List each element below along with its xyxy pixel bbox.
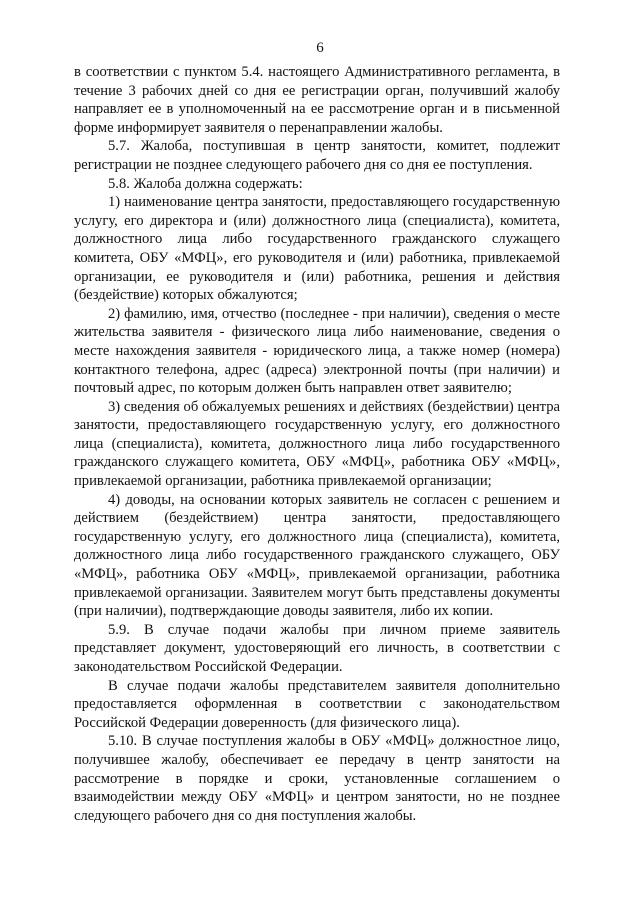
paragraph-5-7: 5.7. Жалоба, поступившая в центр занятости, комитет, подлежит регистрации не позднее следующего рабочего дня со дня ее поступления.: [74, 138, 560, 173]
paragraph-5-8-item-3: 3) сведения об обжалуемых решениях и действиях (бездействии) центра занятости, предоставляющего государственную услугу, его должностного лица (специалиста), комитета, должностного лица либо государственного гражданского служащего комитета, ОБУ «МФЦ», работника ОБУ «МФЦ», привлекаемой организации, работника привлекаемой организации;: [74, 398, 560, 490]
paragraph-continuation: в соответствии с пунктом 5.4. настоящего Административного регламента, в течение 3 рабочих дней со дня ее регистрации орган, получивший жалобу направляет ее в уполномоченный на ее рассмотрение орган и в письменной форме информирует заявителя о перенаправлении жалобы.: [74, 64, 560, 136]
paragraph-5-8-heading: 5.8. Жалоба должна содержать:: [108, 175, 303, 192]
paragraph-5-9-representative: В случае подачи жалобы представителем заявителя дополнительно предоставляется оформленная в соответствии с законодательством Российской Федерации доверенность (для физического лица).: [74, 677, 560, 731]
paragraph-5-8-item-2: 2) фамилию, имя, отчество (последнее - при наличии), сведения о месте жительства заявителя - физического лица либо наименование, сведения о месте нахождения заявителя - юридического лица, а также номер (номера) контактного телефона, адрес (адреса) электронной почты (при наличии) и почтовый адрес, по которым должен быть направлен ответ заявителю;: [74, 305, 560, 397]
paragraph-5-8-item-1: 1) наименование центра занятости, предоставляющего государственную услугу, его директора и (или) должностного лица (специалиста), комитета, должностного лица либо государственного гражданского служащего комитета, ОБУ «МФЦ», его руководителя и (или) работника, привлекаемой организации, ее руководителя и (или) работника, решения и действия (бездействие) которых обжалуются;: [74, 194, 560, 304]
paragraph-5-9: 5.9. В случае подачи жалобы при личном приеме заявитель представляет документ, удостоверяющий его личность, в соответствии с законодательством Российской Федерации.: [74, 621, 560, 675]
page-number: 6: [316, 40, 324, 56]
paragraph-5-8-item-4: 4) доводы, на основании которых заявитель не согласен с решением и действием (бездействием) центра занятости, предоставляющего государственную услугу, его должностного лица (специалиста), комитета, должностного лица либо государственного гражданского служащего, ОБУ «МФЦ», работника ОБУ «МФЦ», привлекаемой организации, работника привлекаемой организации. Заявителем могут быть представлены документы (при наличии), подтверждающие доводы заявителя, либо их копии.: [74, 491, 560, 620]
paragraph-5-10: 5.10. В случае поступления жалобы в ОБУ «МФЦ» должностное лицо, получившее жалобу, обеспечивает ее передачу в центр занятости на рассмотрение в порядке и сроки, установленные соглашением о взаимодействии между ОБУ «МФЦ» и центром занятости, но не позднее следующего рабочего дня со дня поступления жалобы.: [74, 733, 560, 824]
document-body: [74, 63, 560, 825]
